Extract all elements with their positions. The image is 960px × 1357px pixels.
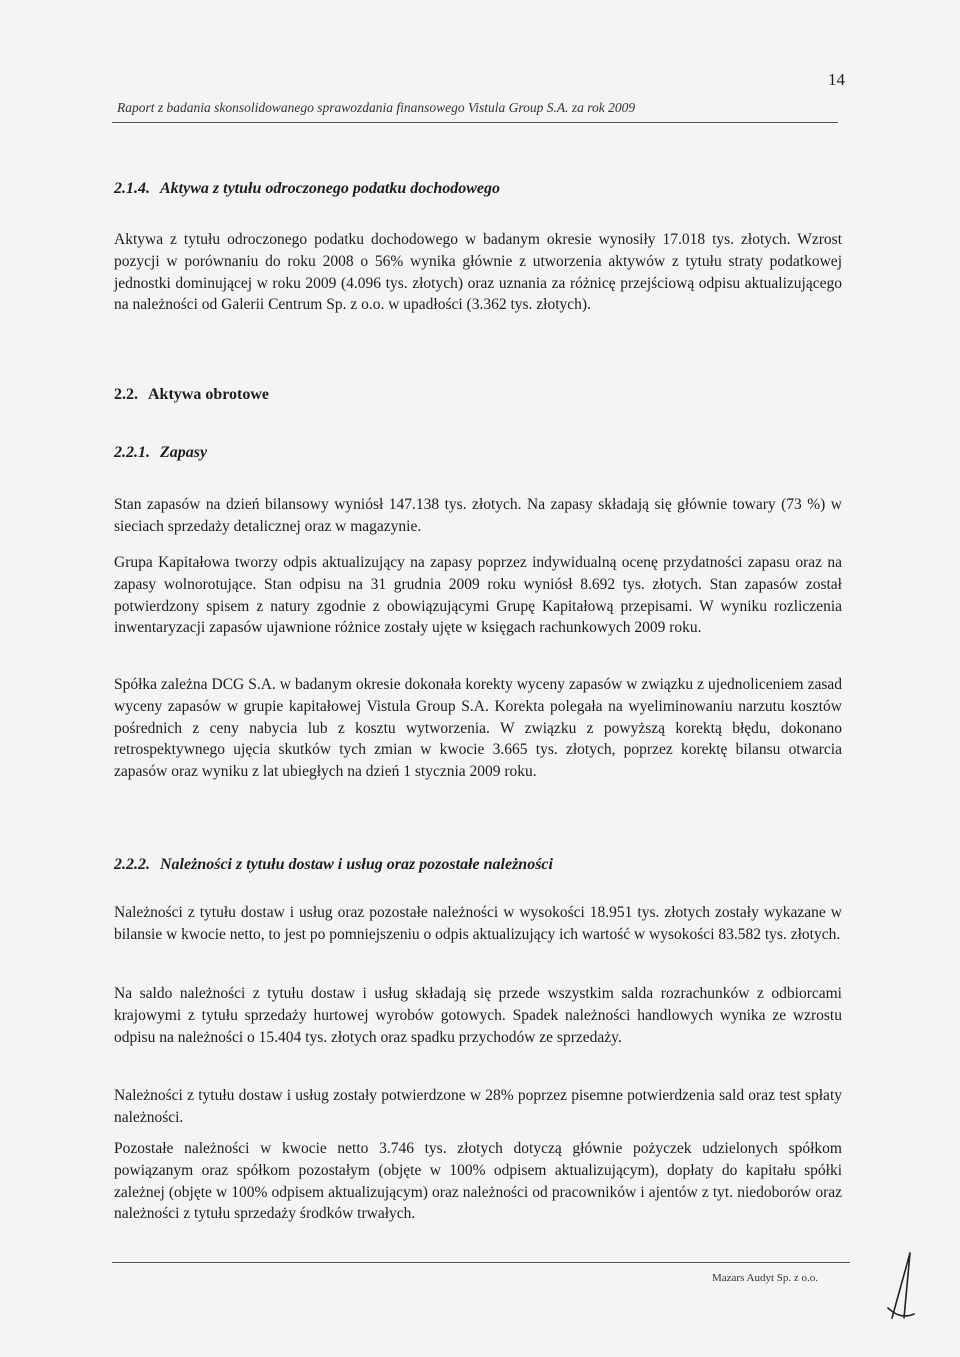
section-number: 2.1.4. — [114, 180, 150, 197]
header-rule — [112, 122, 838, 123]
paragraph: Grupa Kapitałowa tworzy odpis aktualizujący na zapasy poprzez indywidualną ocenę przydatności zapasu oraz na zapasy wolnorotujące. Stan odpisu na 31 grudnia 2009 roku wyniósł 8.692 tys. złotych. Stan zapasów został potwierdzony spisem z natury zgodnie z obowiązującymi Grupę Kapitałową przepisami. W wyniku rozliczenia inwentaryzacji zapasów ujawnione różnice zostały ujęte w księgach rachunkowych 2009 roku. — [114, 554, 842, 637]
section-heading-2-2-2 — [114, 856, 553, 874]
section-heading-2-2-1 — [114, 444, 207, 462]
signature-mark — [880, 1248, 920, 1328]
footer-rule — [112, 1262, 850, 1263]
page-number: 14 — [828, 70, 845, 89]
section-number: 2.2. — [114, 386, 138, 403]
section-number: 2.2.1. — [114, 444, 150, 461]
paragraph: Stan zapasów na dzień bilansowy wyniósł 147.138 tys. złotych. Na zapasy składają się głównie towary (73 %) w sieciach sprzedaży detalicznej oraz w magazynie. — [114, 496, 842, 535]
paragraph: Pozostałe należności w kwocie netto 3.746 tys. złotych dotyczą głównie pożyczek udzielonych spółkom powiązanym oraz spółkom pozostałym (objęte w 100% odpisem aktualizującym), dopłaty do kapitału spółki zależnej (objęte w 100% odpisem aktualizującym) oraz należności od pracowników i ajentów z tyt. niedoborów oraz należności z tytułu sprzedaży środków trwałych. — [114, 1140, 842, 1223]
section-number: 2.2.2. — [114, 856, 150, 873]
paragraph: Spółka zależna DCG S.A. w badanym okresie dokonała korekty wyceny zapasów w związku z ujednoliceniem zasad wyceny zapasów w grupie kapitałowej Vistula Group S.A. Korekta polegała na wyeliminowaniu narzutu kosztów pośrednich z ceny nabycia lub z kosztu wytworzenia. W związku z powyższą korektą błędu, dokonano retrospektywnego ujęcia skutków tych zmian w kwocie 3.665 tys. złotych, poprzez korektę bilansu otwarcia zapasów oraz wyniku z lat ubiegłych na dzień 1 stycznia 2009 roku. — [114, 676, 842, 781]
section-title: Należności z tytułu dostaw i usług oraz pozostałe należności — [160, 856, 553, 873]
paragraph: Należności z tytułu dostaw i usług zostały potwierdzone w 28% poprzez pisemne potwierdzenia sald oraz test spłaty należności. — [114, 1087, 842, 1126]
section-heading-2-2 — [114, 386, 269, 404]
running-header: Raport z badania skonsolidowanego sprawozdania finansowego Vistula Group S.A. za rok 2009 — [117, 100, 636, 115]
paragraph: Na saldo należności z tytułu dostaw i usług składają się przede wszystkim salda rozrachunków z odbiorcami krajowymi z tytułu sprzedaży hurtowej wyrobów gotowych. Spadek należności handlowych wynika ze wzrostu odpisu na należności o 15.404 tys. złotych oraz spadku przychodów ze sprzedaży. — [114, 985, 842, 1046]
section-heading-2-1-4 — [114, 180, 500, 198]
paragraph: Aktywa z tytułu odroczonego podatku dochodowego w badanym okresie wynosiły 17.018 tys. złotych. Wzrost pozycji w porównaniu do roku 2008 o 56% wynika głównie z utworzenia aktywów z tytułu straty podatkowej jednostki dominującej w roku 2009 (4.096 tys. złotych) oraz uznania za różnicę przejściową odpisu aktualizującego na należności od Galerii Centrum Sp. z o.o. w upadłości (3.362 tys. złotych). — [114, 231, 842, 314]
section-title: Aktywa obrotowe — [148, 386, 270, 403]
footer-company: Mazars Audyt Sp. z o.o. — [712, 1272, 819, 1284]
section-title: Aktywa z tytułu odroczonego podatku dochodowego — [160, 180, 501, 197]
paragraph: Należności z tytułu dostaw i usług oraz pozostałe należności w wysokości 18.951 tys. złotych zostały wykazane w bilansie w kwocie netto, to jest po pomniejszeniu o odpis aktualizujący ich wartość w wysokości 83.582 tys. złotych. — [114, 904, 842, 943]
section-title: Zapasy — [160, 444, 208, 461]
